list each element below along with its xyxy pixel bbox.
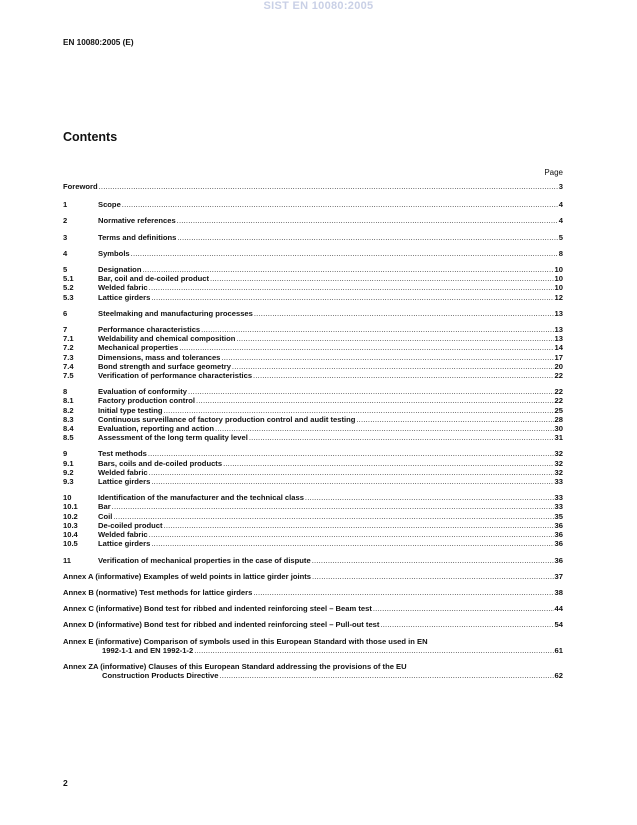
annex-title: Annex C (informative) Bond test for ribbed and indented reinforcing steel – Beam test [63, 604, 372, 614]
annex-title: Annex A (informative) Examples of weld points in lattice girder joints [63, 571, 311, 581]
toc-entry-title: Identification of the manufacturer and the technical class [98, 493, 304, 503]
annex-entry[interactable] [63, 662, 563, 680]
toc-entry[interactable] [63, 406, 563, 415]
toc-entry-page: 30 [554, 424, 563, 434]
annex-title: Annex B (normative) Test methods for lattice girders [63, 587, 253, 597]
toc-entry-page: 36 [554, 555, 563, 565]
page-number: 2 [63, 778, 68, 788]
annex-line [63, 604, 563, 613]
toc-entry-title: Test methods [98, 449, 147, 459]
dot-leader [188, 387, 554, 396]
toc-entry-title: Evaluation, reporting and action [98, 424, 215, 434]
toc-entry[interactable] [63, 353, 563, 362]
dot-leader [151, 539, 553, 548]
annex-page: 62 [554, 671, 563, 681]
annex-entry[interactable] [63, 637, 563, 655]
annex-page: 54 [554, 620, 563, 630]
toc-entry[interactable] [63, 433, 563, 442]
toc-entry[interactable] [63, 539, 563, 548]
toc-entry-number: 10.2 [63, 511, 78, 521]
annex-entry[interactable] [63, 572, 563, 581]
toc-entry[interactable] [63, 449, 563, 458]
toc-entry-page: 22 [554, 396, 563, 406]
toc-entry-number: 10.3 [63, 520, 78, 530]
dot-leader [232, 362, 554, 371]
toc-entry[interactable] [63, 521, 563, 530]
toc-entry[interactable] [63, 274, 563, 283]
toc-entry[interactable] [63, 216, 563, 225]
annex-title-continued-line [63, 671, 563, 680]
dot-leader [142, 265, 553, 274]
toc-entry-title: Coil [98, 511, 113, 521]
toc-entry-number: 8.5 [63, 433, 74, 443]
toc-entry-number: 7.5 [63, 371, 74, 381]
annex-entry[interactable] [63, 620, 563, 629]
toc-entry-page: 10 [554, 283, 563, 293]
toc-entry-number: 7.4 [63, 361, 74, 371]
toc-entry-page: 32 [554, 449, 563, 459]
dot-leader [151, 293, 553, 302]
toc-entry-title: Verification of performance characteristics [98, 371, 253, 381]
toc-entry-title: De-coiled product [98, 520, 163, 530]
toc-entry[interactable] [63, 293, 563, 302]
dot-leader [179, 343, 553, 352]
toc-entry-page: 3 [558, 182, 563, 191]
toc-entry-page: 14 [554, 343, 563, 353]
toc-entry-number: 7 [63, 325, 68, 335]
toc-entry[interactable] [63, 459, 563, 468]
toc-entry-page: 12 [554, 292, 563, 302]
dot-leader [151, 477, 553, 486]
toc-entry-number: 10.4 [63, 530, 78, 540]
toc-entry[interactable] [63, 334, 563, 343]
toc-entry-title: Mechanical properties [98, 343, 179, 353]
toc-entry-number: 7.2 [63, 343, 74, 353]
toc-entry-title: Weldability and chemical composition [98, 334, 236, 344]
toc-entry-title: Normative references [98, 216, 176, 226]
dot-leader [196, 396, 554, 405]
annex-title-continued: 1992-1-1 and EN 1992-1-2 [102, 645, 194, 655]
annex-entry[interactable] [63, 604, 563, 613]
dot-leader [149, 530, 554, 539]
toc-entry[interactable] [63, 512, 563, 521]
toc-entry-page: 20 [554, 361, 563, 371]
toc-entry-page: 33 [554, 477, 563, 487]
toc-entry-title: Welded fabric [98, 283, 148, 293]
toc-entry-page: 36 [554, 539, 563, 549]
toc-entry-title: Bond strength and surface geometry [98, 361, 231, 371]
toc-entry-number: 2 [63, 216, 68, 226]
toc-entry[interactable] [63, 309, 563, 318]
toc-entry-title: Evaluation of conformity [98, 387, 188, 397]
dot-leader [236, 334, 553, 343]
toc-entry-number: 10.5 [63, 539, 78, 549]
toc-entry-title: Lattice girders [98, 292, 151, 302]
toc-entry-number: 5.2 [63, 283, 74, 293]
toc-entry-number: 5.1 [63, 274, 74, 284]
toc-entry-number: 3 [63, 232, 68, 242]
dot-leader [194, 646, 553, 655]
dot-leader [113, 512, 553, 521]
dot-leader [223, 459, 553, 468]
annex-title-continued-line [63, 646, 563, 655]
toc-entry[interactable] [63, 249, 563, 258]
toc-entry-title: Welded fabric [98, 467, 148, 477]
toc-entry-title: Assessment of the long term quality level [98, 433, 248, 443]
dot-leader [177, 233, 557, 242]
dot-leader [380, 620, 553, 629]
toc-entry-page: 33 [554, 493, 563, 503]
dot-leader [131, 249, 558, 258]
toc-entry-number: 8 [63, 387, 68, 397]
toc-entry-title: Symbols [98, 248, 130, 258]
toc-entry-number: 7.3 [63, 352, 74, 362]
toc-entry-title: Factory production control [98, 396, 196, 406]
dot-leader [210, 274, 554, 283]
dot-leader [254, 309, 554, 318]
toc-entry-page: 36 [554, 530, 563, 540]
toc-entry[interactable] [63, 283, 563, 292]
toc-annex-list [63, 572, 563, 681]
toc-entry-page: 33 [554, 502, 563, 512]
dot-leader [253, 371, 554, 380]
dot-leader [312, 556, 554, 565]
toc-entry-number: 7.1 [63, 334, 74, 344]
table-of-contents [63, 182, 563, 680]
dot-leader [215, 424, 554, 433]
toc-entry-title: Initial type testing [98, 405, 163, 415]
annex-title: Annex ZA (informative) Clauses of this European Standard addressing the provisions of the EU [63, 661, 407, 671]
toc-entry[interactable] [63, 343, 563, 352]
dot-leader [221, 353, 553, 362]
toc-entry-number: 10.1 [63, 502, 78, 512]
toc-entry-title: Steelmaking and manufacturing processes [98, 308, 253, 318]
annex-line [63, 572, 563, 581]
dot-leader [356, 415, 553, 424]
toc-entry-page: 4 [558, 200, 563, 210]
toc-entry-title: Welded fabric [98, 530, 148, 540]
toc-entry[interactable] [63, 415, 563, 424]
document-id: EN 10080:2005 (E) [63, 38, 134, 47]
dot-leader [201, 325, 553, 334]
dot-leader [112, 502, 554, 511]
toc-entry-page: 32 [554, 467, 563, 477]
toc-entry[interactable] [63, 325, 563, 334]
annex-page: 44 [554, 604, 563, 614]
annex-title: Annex D (informative) Bond test for ribbed and indented reinforcing steel – Pull-out test [63, 620, 380, 630]
toc-entry-title: Verification of mechanical properties in the case of dispute [98, 555, 311, 565]
annex-line [63, 588, 563, 597]
toc-entry[interactable] [63, 424, 563, 433]
dot-leader [305, 493, 554, 502]
toc-entry-page: 35 [554, 511, 563, 521]
toc-entry-title: Performance characteristics [98, 325, 201, 335]
toc-entry-page: 10 [554, 265, 563, 275]
toc-entry-page: 25 [554, 405, 563, 415]
toc-entry-title: Designation [98, 265, 142, 275]
toc-entry[interactable] [63, 233, 563, 242]
dot-leader [149, 283, 554, 292]
toc-entry-title: Scope [98, 200, 121, 210]
page-title: Contents [63, 130, 118, 144]
toc-entry-number: 11 [63, 555, 72, 565]
toc-entry-number: 6 [63, 308, 68, 318]
toc-entry-page: 31 [554, 433, 563, 443]
toc-entry-page: 22 [554, 371, 563, 381]
toc-entry-number: 4 [63, 248, 68, 258]
toc-entry-title: Bar [98, 502, 111, 512]
toc-section-list [63, 200, 563, 565]
toc-entry[interactable] [63, 200, 563, 209]
toc-entry-number: 5.3 [63, 292, 74, 302]
toc-entry-page: 22 [554, 387, 563, 397]
annex-page: 38 [554, 587, 563, 597]
toc-entry-page: 4 [558, 216, 563, 226]
dot-leader [149, 468, 554, 477]
toc-entry[interactable] [63, 468, 563, 477]
toc-entry-title: Lattice girders [98, 539, 151, 549]
toc-entry[interactable] [63, 362, 563, 371]
toc-entry-title: Dimensions, mass and tolerances [98, 352, 221, 362]
toc-entry-title: Terms and definitions [98, 232, 177, 242]
toc-entry-number: 8.3 [63, 414, 74, 424]
toc-entry-title: Lattice girders [98, 477, 151, 487]
annex-title-continued: Construction Products Directive [102, 671, 219, 681]
toc-entry-number: 9.1 [63, 458, 74, 468]
dot-leader [164, 521, 554, 530]
dot-leader [164, 406, 554, 415]
toc-entry-title: Bar, coil and de-coiled product [98, 274, 209, 284]
toc-entry[interactable] [63, 265, 563, 274]
toc-entry[interactable] [63, 477, 563, 486]
toc-entry-page: 36 [554, 520, 563, 530]
dot-leader [177, 216, 558, 225]
toc-entry-number: 8.2 [63, 405, 74, 415]
toc-entry-page: 13 [554, 325, 563, 335]
toc-entry[interactable] [63, 371, 563, 380]
toc-entry-title: Bars, coils and de-coiled products [98, 458, 223, 468]
toc-entry-number: 9 [63, 449, 68, 459]
toc-entry[interactable] [63, 502, 563, 511]
annex-page: 61 [554, 645, 563, 655]
annex-line [63, 620, 563, 629]
dot-leader [122, 200, 558, 209]
watermark: SIST EN 10080:2005 [263, 0, 374, 12]
toc-entry-title: Foreword [63, 182, 98, 191]
toc-entry[interactable] [63, 387, 563, 396]
toc-entry-foreword[interactable] [63, 182, 563, 191]
toc-entry-page: 10 [554, 274, 563, 284]
toc-entry-page: 13 [554, 334, 563, 344]
toc-entry-page: 13 [554, 308, 563, 318]
toc-entry-page: 5 [558, 232, 563, 242]
dot-leader [249, 433, 554, 442]
dot-leader [99, 182, 558, 191]
toc-entry[interactable] [63, 493, 563, 502]
toc-entry-number: 10 [63, 493, 72, 503]
toc-entry-title: Continuous surveillance of factory production control and audit testing [98, 414, 356, 424]
toc-entry-number: 8.4 [63, 424, 74, 434]
toc-entry-number: 5 [63, 265, 68, 275]
toc-entry-number: 9.2 [63, 467, 74, 477]
toc-entry[interactable] [63, 396, 563, 405]
dot-leader [253, 588, 553, 597]
toc-entry[interactable] [63, 530, 563, 539]
toc-entry-page: 8 [558, 248, 563, 258]
dot-leader [373, 604, 554, 613]
annex-entry[interactable] [63, 588, 563, 597]
annex-page: 37 [554, 571, 563, 581]
toc-entry-page: 32 [554, 458, 563, 468]
toc-entry-number: 9.3 [63, 477, 74, 487]
toc-entry[interactable] [63, 556, 563, 565]
dot-leader [219, 671, 553, 680]
page-column-label: Page [544, 168, 563, 177]
dot-leader [148, 449, 554, 458]
toc-entry-number: 8.1 [63, 396, 74, 406]
toc-entry-number: 1 [63, 200, 68, 210]
toc-entry-page: 28 [554, 414, 563, 424]
dot-leader [312, 572, 554, 581]
annex-title: Annex E (informative) Comparison of symbols used in this European Standard with those used in EN [63, 636, 428, 646]
toc-entry-page: 17 [554, 352, 563, 362]
